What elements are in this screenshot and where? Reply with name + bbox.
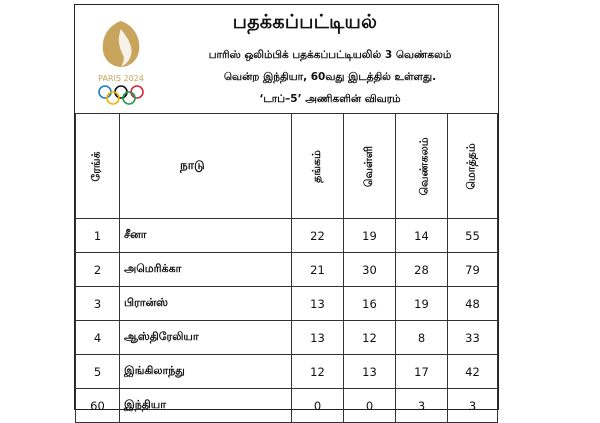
total-cell: 55 — [448, 219, 498, 253]
table-row — [76, 389, 498, 423]
total-cell: 48 — [448, 287, 498, 321]
rank-cell: 60 — [76, 389, 120, 423]
subtitle-line-1: பாரிஸ் ஒலிம்பிக் பதக்கப்பட்டியலில் 3 வெண்கலம் — [208, 49, 452, 61]
col-total: மொத்தம் — [448, 114, 498, 219]
subtitle-line-2: வென்ற இந்தியா, 60வது இடத்தில் உள்ளது. — [223, 71, 437, 83]
col-silver: வெள்ளி — [344, 114, 396, 219]
rank-cell: 1 — [76, 219, 120, 253]
silver-cell: 0 — [344, 389, 396, 423]
bronze-cell: 19 — [396, 287, 448, 321]
total-cell: 33 — [448, 321, 498, 355]
country-cell: இங்கிலாந்து — [120, 355, 292, 389]
country-cell: ஆஸ்திரேலியா — [120, 321, 292, 355]
subtitle-line-3: ‘டாப்–5’ அணிகளின் விவரம் — [259, 93, 401, 105]
gold-cell: 22 — [292, 219, 344, 253]
country-cell: சீனா — [120, 219, 292, 253]
silver-cell: 30 — [344, 253, 396, 287]
medal-table-card — [74, 4, 499, 413]
bronze-cell: 17 — [396, 355, 448, 389]
silver-cell: 13 — [344, 355, 396, 389]
gold-cell: 13 — [292, 321, 344, 355]
country-cell: இந்தியா — [120, 389, 292, 423]
col-rank: ரேங்க் — [76, 114, 120, 219]
table-row — [76, 321, 498, 355]
col-bronze: வெண்கலம் — [396, 114, 448, 219]
gold-cell: 13 — [292, 287, 344, 321]
gold-cell: 21 — [292, 253, 344, 287]
total-cell: 79 — [448, 253, 498, 287]
page-title: பதக்கப்பட்டியல் — [232, 11, 378, 33]
silver-cell: 16 — [344, 287, 396, 321]
gold-cell: 12 — [292, 355, 344, 389]
table-row — [76, 355, 498, 389]
col-country: நாடு — [120, 114, 292, 219]
logo-text: PARIS 2024 — [98, 74, 144, 83]
rank-cell: 2 — [76, 253, 120, 287]
country-cell: பிரான்ஸ் — [120, 287, 292, 321]
total-cell: 42 — [448, 355, 498, 389]
table-row — [76, 219, 498, 253]
medal-table — [75, 113, 498, 423]
table-row — [76, 287, 498, 321]
country-cell: அமெரிக்கா — [120, 253, 292, 287]
total-cell: 3 — [448, 389, 498, 423]
bronze-cell: 8 — [396, 321, 448, 355]
gold-cell: 0 — [292, 389, 344, 423]
bronze-cell: 28 — [396, 253, 448, 287]
col-gold: தங்கம் — [292, 114, 344, 219]
header — [75, 5, 497, 114]
paris-2024-logo — [89, 17, 153, 105]
table-row — [76, 253, 498, 287]
silver-cell: 19 — [344, 219, 396, 253]
rank-cell: 4 — [76, 321, 120, 355]
bronze-cell: 3 — [396, 389, 448, 423]
rank-cell: 3 — [76, 287, 120, 321]
table-header-row — [76, 114, 498, 219]
bronze-cell: 14 — [396, 219, 448, 253]
silver-cell: 12 — [344, 321, 396, 355]
rank-cell: 5 — [76, 355, 120, 389]
